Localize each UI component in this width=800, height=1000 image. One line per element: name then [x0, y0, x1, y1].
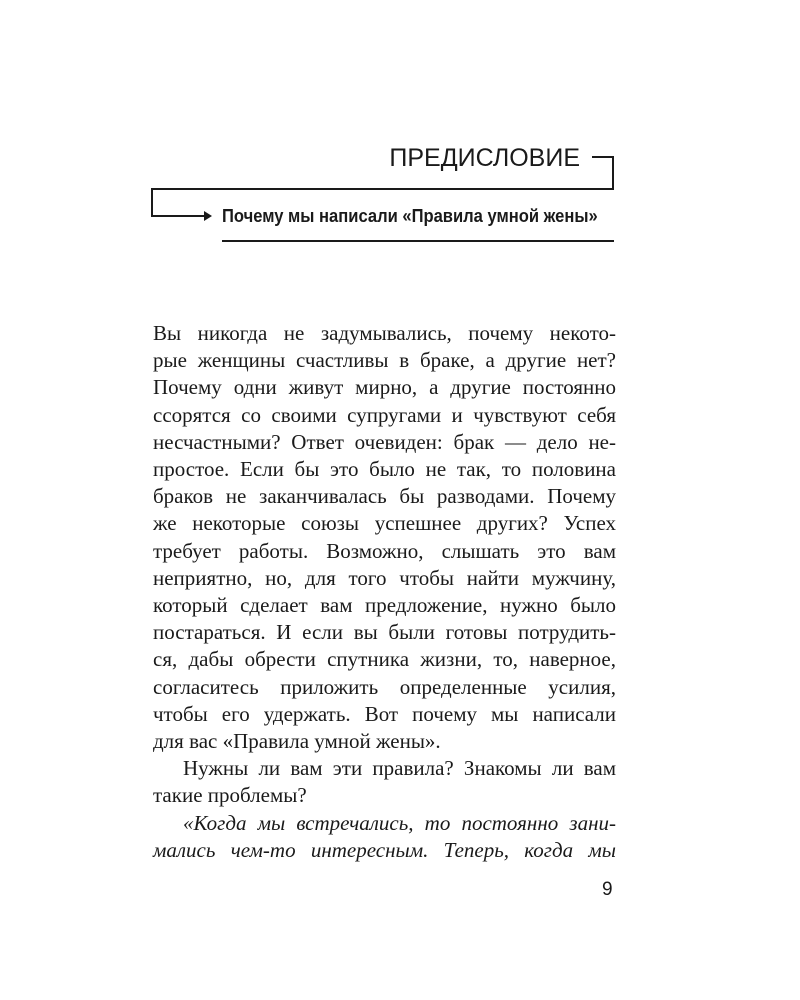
body-text: [153, 320, 616, 864]
text-line: мались чем-то интересным. Теперь, когда мы: [153, 837, 616, 862]
connector-arrow-line: [151, 215, 204, 217]
text-line: браков не заканчивалась бы разводами. Почему: [153, 484, 616, 509]
text-line: ся, дабы обрести спутника жизни, то, наверное,: [153, 647, 616, 672]
text-line: постараться. И если вы были готовы потрудить-: [153, 620, 616, 645]
text-line: рые женщины счастливы в браке, а другие нет?: [153, 348, 616, 373]
text-line: Вы никогда не задумывались, почему некото-: [153, 321, 616, 345]
text-line: требует работы. Возможно, слышать это вам: [153, 538, 616, 563]
connector-arrow-head-icon: [204, 211, 212, 221]
chapter-title: ПРЕДИСЛОВИЕ: [389, 144, 580, 172]
text-line: такие проблемы?: [153, 783, 307, 808]
text-line: «Когда мы встречались, то постоянно зани-: [183, 810, 616, 835]
text-line: несчастными? Ответ очевиден: брак — дело не-: [153, 429, 616, 454]
subtitle-underline: [222, 240, 614, 242]
text-line: для вас «Правила умной жены».: [153, 729, 441, 754]
paragraph-3-quote: [153, 810, 616, 864]
text-line: же некоторые союзы успешнее других? Успех: [153, 511, 616, 536]
chapter-title-hook: [592, 156, 614, 190]
page-number: 9: [602, 879, 613, 900]
paragraph-1: [153, 320, 616, 755]
text-line: неприятно, но, для того чтобы найти мужчину,: [153, 565, 616, 590]
paragraph-2: [153, 755, 616, 809]
text-line: Нужны ли вам эти правила? Знакомы ли вам: [183, 756, 616, 781]
text-line: ссорятся со своими супругами и чувствуют себя: [153, 402, 616, 427]
chapter-subtitle: Почему мы написали «Правила умной жены»: [222, 206, 598, 226]
text-line: простое. Если бы это было не так, то половина: [153, 457, 616, 482]
text-line: Почему одни живут мирно, а другие постоянно: [153, 375, 616, 400]
text-line: чтобы его удержать. Вот почему мы написали: [153, 701, 616, 726]
text-line: согласитесь приложить определенные усилия,: [153, 674, 616, 699]
text-line: который сделает вам предложение, нужно было: [153, 593, 616, 618]
